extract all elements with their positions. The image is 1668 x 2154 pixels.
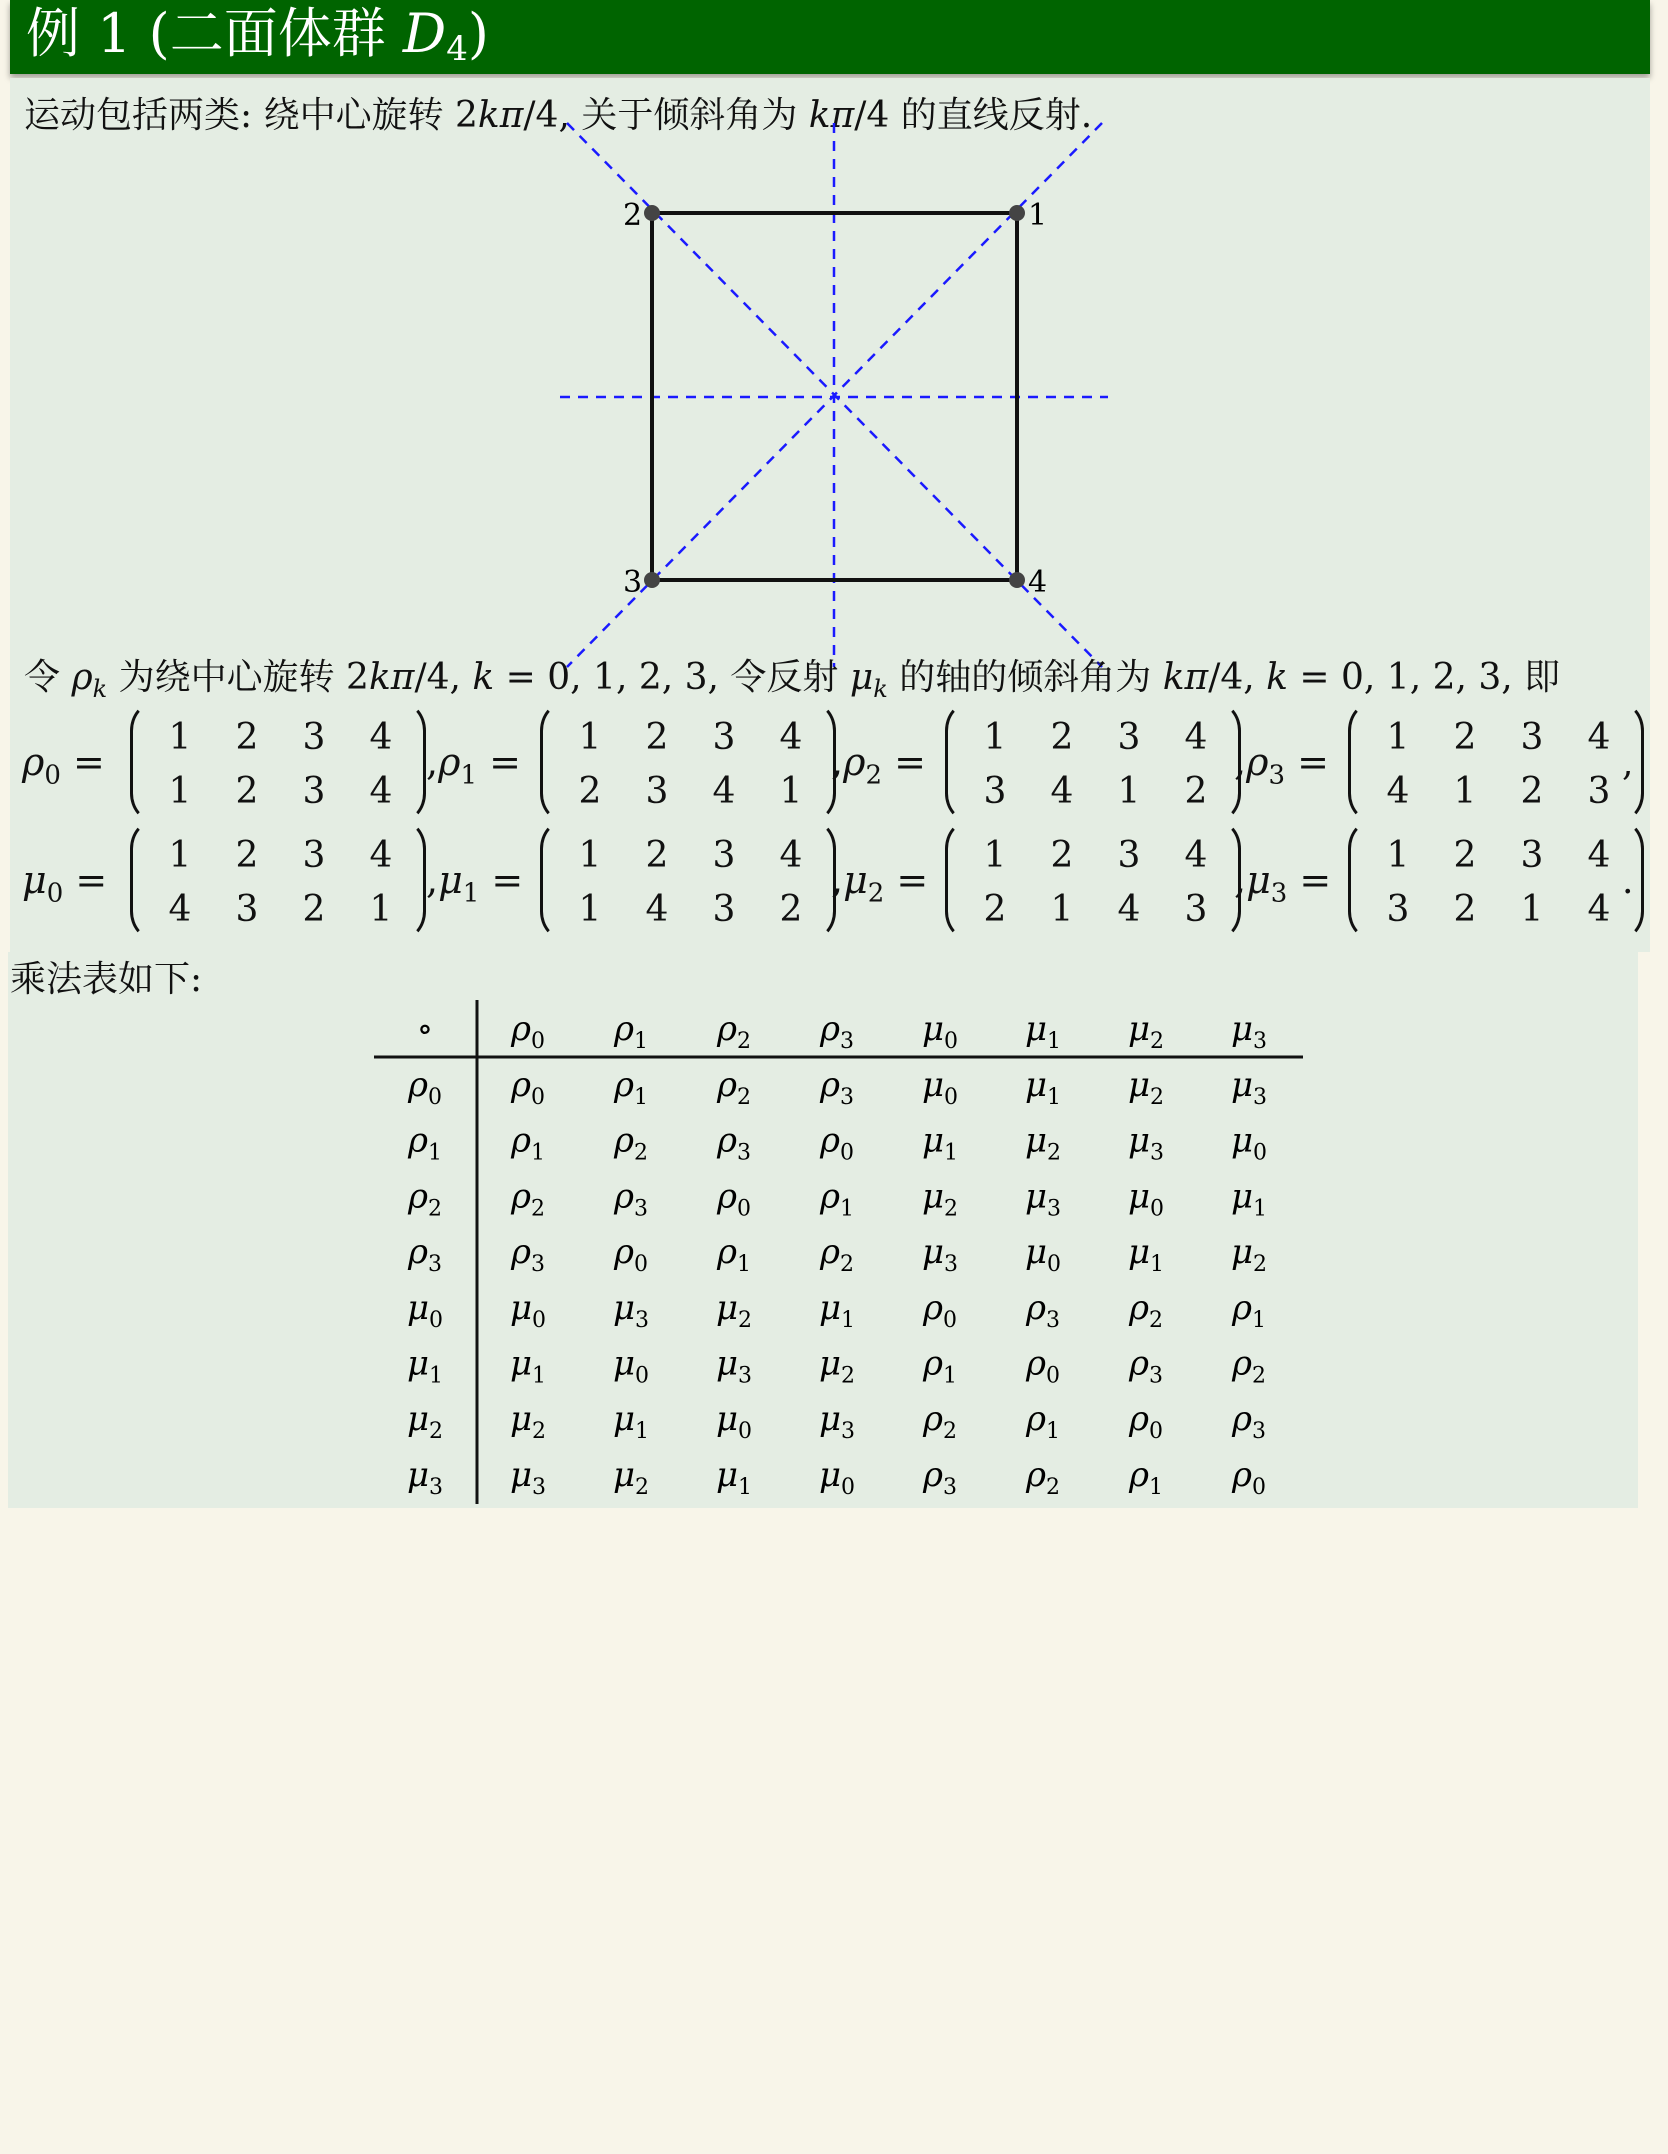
- table-cell: $\mu_1$: [818, 1287, 856, 1333]
- matrix-entry: 4: [712, 771, 736, 812]
- table-cell: $\rho_2$: [820, 1232, 854, 1278]
- def-part: = 0, 1, 2, 3, 令反射: [494, 657, 850, 698]
- matrix-entries: [975, 820, 1215, 940]
- intro-part: 运动包括两类: 绕中心旋转 2: [24, 95, 478, 136]
- table-cell: $\rho_3$: [923, 1454, 957, 1500]
- vertex-1-label: 1: [1028, 198, 1048, 233]
- table-cell: $\mu_2$: [818, 1343, 856, 1389]
- matrix-entries: [570, 820, 810, 940]
- matrix-entry: 3: [712, 717, 736, 758]
- table-cell: $\mu_2$: [1127, 1065, 1165, 1110]
- matrix-entry: 3: [712, 835, 736, 876]
- table-cell: $\mu_1$: [1024, 1065, 1062, 1110]
- title-group-symbol: D: [402, 2, 447, 65]
- permutation-matrix: [1348, 702, 1648, 822]
- def-part: = 0, 1, 2, 3, 即: [1287, 657, 1561, 698]
- matrix-entries: [1378, 702, 1618, 822]
- table-cell: $\rho_0$: [1129, 1399, 1163, 1445]
- matrix-entry: 3: [302, 717, 326, 758]
- matrix-entry: 4: [1587, 889, 1611, 930]
- rho-matrices-row: [22, 702, 1652, 822]
- matrix-entries: [160, 820, 400, 940]
- matrix-entry: 3: [1386, 889, 1410, 930]
- table-cell: $\mu_1$: [509, 1343, 547, 1389]
- table-cell: $\rho_1$: [717, 1232, 751, 1278]
- table-row-header: $\rho_1$: [408, 1120, 442, 1166]
- table-cell: $\mu_0$: [715, 1399, 753, 1445]
- table-cell: $\rho_2$: [511, 1176, 545, 1222]
- matrix-entry: 2: [235, 771, 259, 812]
- table-cell: $\rho_1$: [511, 1120, 545, 1166]
- vertex-4-label: 4: [1028, 565, 1048, 600]
- table-cell: $\rho_3$: [717, 1120, 751, 1166]
- table-cell: $\mu_3$: [818, 1399, 856, 1445]
- matrix-entry: 3: [1520, 835, 1544, 876]
- matrix-entry: 4: [779, 835, 803, 876]
- def-math: k: [92, 675, 108, 704]
- matrix-entry: 4: [1386, 771, 1410, 812]
- row-end-punctuation: ,: [1622, 743, 1634, 784]
- matrix-entries: [570, 702, 810, 822]
- matrix-label: $,\rho_1$ =: [426, 740, 521, 791]
- left-paren: [540, 820, 564, 940]
- matrix-entry: 1: [578, 717, 602, 758]
- matrix-entry: 1: [1386, 835, 1410, 876]
- def-math: ρ: [71, 657, 93, 698]
- permutation-matrix: [945, 702, 1245, 822]
- matrix-entry: 2: [578, 771, 602, 812]
- table-cell: $\rho_0$: [614, 1232, 648, 1278]
- def-math: kπ: [1162, 657, 1209, 698]
- table-cell: $\rho_2$: [1232, 1343, 1266, 1389]
- matrix-entry: 4: [779, 717, 803, 758]
- table-cell: $\rho_0$: [511, 1065, 545, 1110]
- permutation-matrix: [945, 820, 1245, 940]
- table-cell: $\mu_1$: [1127, 1232, 1165, 1278]
- table-row-header: $\mu_2$: [406, 1399, 444, 1445]
- def-part: 的轴的倾斜角为: [887, 657, 1163, 698]
- def-part: /4,: [1208, 657, 1267, 698]
- matrix-entry: 4: [1117, 889, 1141, 930]
- matrix-entry: 4: [369, 771, 393, 812]
- matrix-entry: 2: [1050, 835, 1074, 876]
- title-prefix: 例 1 (二面体群: [26, 2, 403, 65]
- table-cell: $\rho_1$: [614, 1065, 648, 1110]
- matrix-entry: 3: [302, 771, 326, 812]
- table-cell: $\mu_3$: [612, 1287, 650, 1333]
- table-cell: $\mu_2$: [921, 1176, 959, 1222]
- title-suffix: ): [467, 2, 489, 65]
- matrix-entry: 3: [302, 835, 326, 876]
- table-cell: $\mu_2$: [612, 1454, 650, 1500]
- table-column-header: $\mu_0$: [921, 1009, 959, 1054]
- matrix-entry: 4: [1050, 771, 1074, 812]
- matrix-label: $,\mu_3$ =: [1234, 858, 1332, 909]
- table-cell: $\rho_0$: [1232, 1454, 1266, 1500]
- matrix-entry: 2: [1050, 717, 1074, 758]
- table-cell: $\rho_2$: [614, 1120, 648, 1166]
- table-cell: $\mu_3$: [1024, 1176, 1062, 1222]
- matrix-entries: [160, 702, 400, 822]
- table-cell: $\mu_3$: [1230, 1065, 1268, 1110]
- table-column-header: $\rho_3$: [820, 1009, 854, 1054]
- table-cell: $\rho_2$: [923, 1399, 957, 1445]
- matrix-entry: 2: [1184, 771, 1208, 812]
- matrix-entry: 2: [1520, 771, 1544, 812]
- left-paren: [1348, 820, 1372, 940]
- table-cell: $\mu_3$: [1127, 1120, 1165, 1166]
- matrix-entry: 2: [235, 717, 259, 758]
- table-cell: $\mu_2$: [1024, 1120, 1062, 1166]
- matrix-entry: 4: [1587, 835, 1611, 876]
- table-row-header: $\mu_3$: [406, 1454, 444, 1500]
- matrix-entry: 2: [1453, 717, 1477, 758]
- matrix-entry: 1: [1386, 717, 1410, 758]
- table-cell: $\mu_0$: [1127, 1176, 1165, 1222]
- table-cell: $\rho_0$: [923, 1287, 957, 1333]
- table-column-header: $\mu_2$: [1127, 1009, 1165, 1054]
- table-cell: $\mu_0$: [509, 1287, 547, 1333]
- matrix-entry: 3: [645, 771, 669, 812]
- permutation-matrix: [130, 702, 430, 822]
- table-cell: $\rho_3$: [1026, 1287, 1060, 1333]
- matrix-entry: 4: [168, 889, 192, 930]
- matrix-entry: 1: [168, 717, 192, 758]
- table-column-header: $\rho_2$: [717, 1009, 751, 1054]
- table-cell: $\mu_3$: [509, 1454, 547, 1500]
- table-cell: $\rho_1$: [820, 1176, 854, 1222]
- table-cell: $\mu_3$: [921, 1232, 959, 1278]
- matrix-entry: 3: [1117, 717, 1141, 758]
- table-column-header: $\rho_0$: [511, 1009, 545, 1054]
- right-paren: [402, 820, 426, 940]
- intro-math: kπ: [477, 95, 524, 136]
- matrix-entry: 2: [779, 889, 803, 930]
- table-cell: $\rho_1$: [1129, 1454, 1163, 1500]
- matrix-entries: [1378, 820, 1618, 940]
- intro-math: kπ: [808, 95, 855, 136]
- table-cell: $\mu_0$: [1230, 1120, 1268, 1166]
- matrix-label: $,\rho_3$ =: [1234, 740, 1329, 791]
- matrix-entry: 3: [1520, 717, 1544, 758]
- table-cell: $\rho_2$: [1026, 1454, 1060, 1500]
- slide-title: [26, 4, 489, 79]
- table-cell: $\mu_2$: [509, 1399, 547, 1445]
- table-row-header: $\rho_3$: [408, 1232, 442, 1278]
- matrix-entry: 2: [983, 889, 1007, 930]
- table-cell: $\rho_3$: [511, 1232, 545, 1278]
- matrix-entry: 4: [369, 717, 393, 758]
- right-paren: [402, 702, 426, 822]
- slide-header: [10, 0, 1650, 74]
- intro-part: /4 的直线反射.: [854, 95, 1093, 136]
- table-row-header: $\rho_2$: [408, 1176, 442, 1222]
- table-cell: $\mu_0$: [1024, 1232, 1062, 1278]
- def-part: 为绕中心旋转 2: [107, 657, 369, 698]
- table-intro: 乘法表如下:: [10, 959, 203, 1000]
- table-cell: $\rho_3$: [1129, 1343, 1163, 1389]
- matrix-entry: 4: [1184, 717, 1208, 758]
- def-part: 令: [24, 657, 72, 698]
- def-part: /4,: [414, 657, 473, 698]
- left-paren: [130, 820, 154, 940]
- matrix-entry: 4: [645, 889, 669, 930]
- matrix-entry: 4: [1587, 717, 1611, 758]
- matrix-entry: 3: [983, 771, 1007, 812]
- matrix-entry: 1: [1117, 771, 1141, 812]
- matrix-label: $,\rho_2$ =: [831, 740, 926, 791]
- table-cell: $\rho_0$: [717, 1176, 751, 1222]
- matrix-entry: 4: [369, 835, 393, 876]
- matrix-label: $,\mu_2$ =: [831, 858, 929, 909]
- table-cell: $\mu_3$: [715, 1343, 753, 1389]
- matrix-entry: 3: [712, 889, 736, 930]
- permutation-matrix: [540, 820, 840, 940]
- matrix-entries: [975, 702, 1215, 822]
- title-group-subscript: 4: [446, 29, 468, 69]
- table-panel: [8, 952, 1638, 1508]
- matrix-entry: 3: [1184, 889, 1208, 930]
- matrix-entry: 1: [983, 717, 1007, 758]
- def-math: k: [873, 675, 888, 704]
- matrix-entry: 1: [369, 889, 393, 930]
- table-cell: $\mu_0$: [818, 1454, 856, 1500]
- vertex-3-label: 3: [623, 565, 643, 600]
- matrix-label: $\mu_0$ =: [22, 858, 108, 909]
- table-cell: $\rho_3$: [614, 1176, 648, 1222]
- table-cell: $\rho_1$: [923, 1343, 957, 1389]
- matrix-label: $,\mu_1$ =: [426, 858, 524, 909]
- table-row-header: $\mu_1$: [406, 1343, 444, 1389]
- matrix-entry: 1: [1520, 889, 1544, 930]
- permutation-matrix: [1348, 820, 1648, 940]
- permutation-matrix: [540, 702, 840, 822]
- matrix-entry: 2: [645, 835, 669, 876]
- table-column-header: $\mu_3$: [1230, 1009, 1268, 1054]
- matrix-entry: 3: [1117, 835, 1141, 876]
- row-end-punctuation: .: [1622, 861, 1634, 902]
- matrix-entry: 1: [168, 771, 192, 812]
- def-math: μ: [849, 657, 874, 698]
- matrix-entry: 3: [235, 889, 259, 930]
- matrix-entry: 1: [168, 835, 192, 876]
- matrix-entry: 2: [1453, 835, 1477, 876]
- left-paren: [945, 820, 969, 940]
- matrix-entry: 1: [983, 835, 1007, 876]
- table-corner-operator: ∘: [416, 1009, 434, 1049]
- table-cell: $\mu_1$: [1230, 1176, 1268, 1222]
- intro-text: [24, 94, 1092, 138]
- table-row-header: $\mu_0$: [406, 1287, 444, 1333]
- table-cell: $\mu_1$: [612, 1399, 650, 1445]
- intro-part: /4, 关于倾斜角为: [523, 95, 809, 136]
- permutation-matrix: [130, 820, 430, 940]
- left-paren: [130, 702, 154, 822]
- left-paren: [945, 702, 969, 822]
- table-row-header: $\rho_0$: [408, 1065, 442, 1110]
- matrix-label: $\rho_0$ =: [22, 740, 105, 791]
- table-column-header: $\mu_1$: [1024, 1009, 1062, 1054]
- matrix-entry: 2: [302, 889, 326, 930]
- table-cell: $\mu_0$: [921, 1065, 959, 1110]
- matrix-entry: 1: [779, 771, 803, 812]
- table-cell: $\mu_2$: [1230, 1232, 1268, 1278]
- matrix-entry: 1: [578, 835, 602, 876]
- left-paren: [540, 702, 564, 822]
- table-column-header: $\rho_1$: [614, 1009, 648, 1054]
- table-cell: $\rho_2$: [717, 1065, 751, 1110]
- def-math: k: [1266, 657, 1288, 698]
- matrix-entry: 3: [1587, 771, 1611, 812]
- table-cell: $\rho_0$: [820, 1120, 854, 1166]
- table-cell: $\rho_0$: [1026, 1343, 1060, 1389]
- matrix-entry: 1: [1453, 771, 1477, 812]
- table-cell: $\rho_1$: [1026, 1399, 1060, 1445]
- def-math: kπ: [368, 657, 415, 698]
- left-paren: [1348, 702, 1372, 822]
- table-cell: $\rho_1$: [1232, 1287, 1266, 1333]
- matrix-entry: 4: [1184, 835, 1208, 876]
- table-cell: $\mu_0$: [612, 1343, 650, 1389]
- table-cell: $\rho_2$: [1129, 1287, 1163, 1333]
- matrix-entry: 2: [235, 835, 259, 876]
- def-math: k: [472, 657, 495, 698]
- table-cell: $\mu_1$: [921, 1120, 959, 1166]
- matrix-entry: 2: [1453, 889, 1477, 930]
- table-cell: $\mu_1$: [715, 1454, 753, 1500]
- table-cell: $\mu_2$: [715, 1287, 753, 1333]
- matrix-entry: 2: [645, 717, 669, 758]
- mu-matrices-row: [22, 820, 1652, 940]
- matrix-entry: 1: [1050, 889, 1074, 930]
- vertex-2-label: 2: [623, 198, 643, 233]
- table-cell: $\rho_3$: [1232, 1399, 1266, 1445]
- table-cell: $\rho_3$: [820, 1065, 854, 1110]
- matrix-entry: 1: [578, 889, 602, 930]
